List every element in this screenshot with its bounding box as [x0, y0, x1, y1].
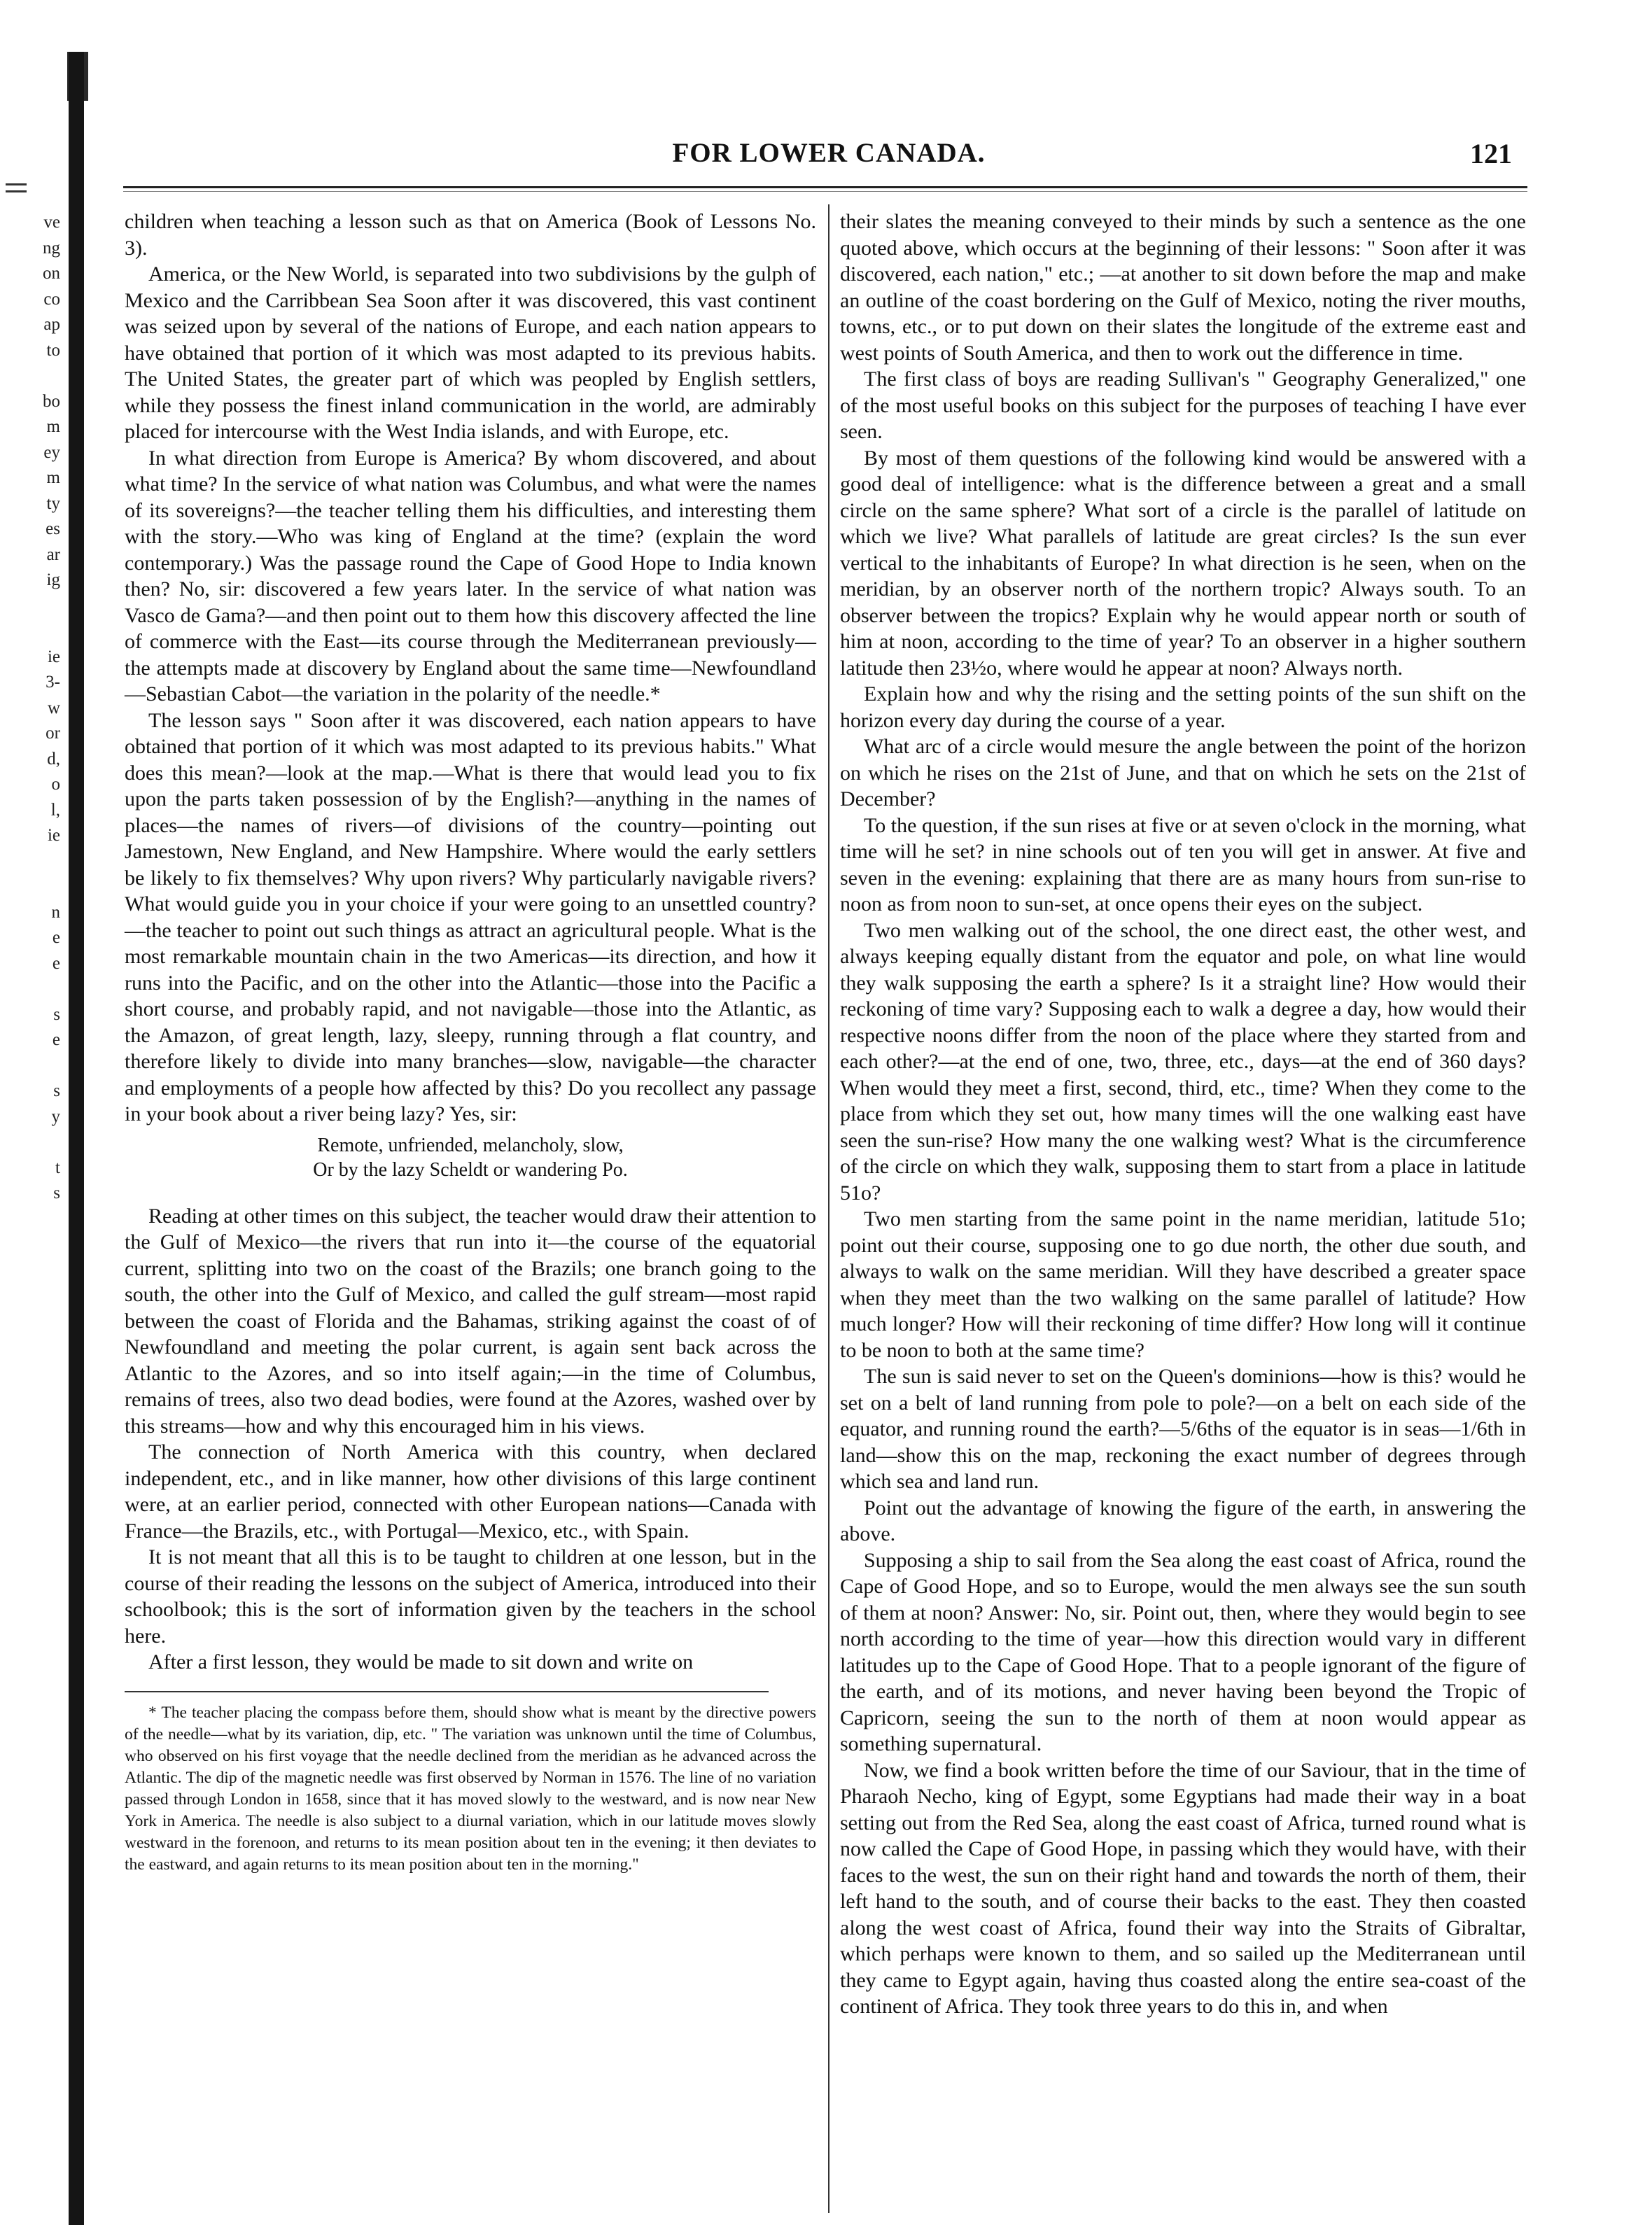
- margin-fragment: [0, 619, 60, 645]
- margin-fragment: m: [46, 468, 60, 487]
- margin-fragment: 3-: [46, 673, 60, 692]
- paragraph: What arc of a circle would mesure the angle between the point of the horizon on which he rises on the 21st of June, and that on which he sets on the 21st of December?: [840, 735, 1526, 810]
- margin-fragment: d,: [47, 749, 60, 768]
- paragraph: It is not meant that all this is to be taught to children at one lesson, but in the course of their reading the lessons on the subject of America, introduced into their schoolbook; this is the sort of information given by the teachers in the school here.: [125, 1545, 816, 1648]
- footnote-rule: [125, 1691, 769, 1692]
- margin-fragment: ie: [47, 647, 60, 666]
- margin-fragment: o: [51, 775, 60, 794]
- margin-fragment: [0, 976, 60, 1002]
- margin-fragment: [0, 1130, 60, 1156]
- paragraph: In what direction from Europe is America? By whom discovered, and about what time? In the service of what nation was Columbus, and what were the names of its sovereigns?—the teacher telling them his difficulties, and interesting them with the story.—Who was king of England at the time? (explain the word contemporary.) Was the passage round the Cape of Good Hope to India known then? No, sir: discovered a few years later. In the service of what nation was Vasco de Gama?—and then point out to them how this discovery affected the line of commerce with the East—its course through the Mediterranean previously—the attempts made at discovery by England about the same time—Newfoundland—Sebastian Cabot—the variation in the polarity of the needle.*: [125, 446, 816, 706]
- paragraph: The lesson says " Soon after it was discovered, each nation appears to have obtained that portion of it which was most adapted to its previous habits." What does this mean?—look at the map.—What is there that would lead you to fix upon the parts taken possession of by the English?—anything in the names of places—the names of rivers—of divisions of the country—pointing out Jamestown, New England, and New Hampshire. Where would the early settlers be likely to fix themselves? Why upon rivers? Why particularly navigable rivers? What would guide you in your choice if your were going to an unsettled country?—the teacher to point out such things as attract an agricultural people. What is the most remarkable mountain chain in the two Americas—its direction, and how it runs into the Pacific, and on the other into the Atlantic—those into the Pacific a short course, and probably rapid, and not navigable—those into the Atlantic, as the Amazon, of great length, lazy, sleepy, running through a flat country, and therefore likely to divide into many branches—slow, navigable—the character and employments of a people how affected by this? Do you recollect any passage in your book about a river being lazy? Yes, sir:: [125, 708, 816, 1125]
- paragraph: Reading at other times on this subject, the teacher would draw their attention to the Gulf of Mexico—the rivers that run into it—the course of the equatorial current, splitting into two on the coast of the Brazils; one branch going to the south, the other into the Gulf of Mexico, and called the gulf stream—most rapid between the coast of Florida and the Bahamas, striking against the coast of of Newfoundland and meeting the polar current, is again sent back across the Atlantic to the Azores, and so into itself again;—in the time of Columbus, remains of trees, also two dead bodies, were found at the Azores, washed over by this streams—how and why this encouraged him in his views.: [125, 1204, 816, 1438]
- header-rule: [123, 186, 1527, 188]
- margin-fragment: [0, 1232, 60, 1258]
- paragraph: To the question, if the sun rises at five or at seven o'clock in the morning, what time will he set? in nine schools out of ten you will get in answer. At five and seven in the evening: explaining that there are as many hours from sun-rise to noon as from noon to sun-set, at once opens their eyes on the subject.: [840, 813, 1526, 915]
- margin-fragment: n: [51, 902, 60, 922]
- margin-fragment: [0, 1207, 60, 1233]
- margin-fragment: [0, 1283, 60, 1309]
- paragraph: By most of them questions of the following kind would be answered with a good deal of intelligence: what is the difference between a great and a small circle on the same sphere? What sort of a circle is the parallel of latitude on which we live? What parallels of latitude are great circles? Is the sun ever vertical to the inhabitants of Europe? In what direction is he seen, when on the meridian, by an observer north of the northern tropic? Always south. To an observer between the tropics? Explain why he would appear north or south of him at noon, according to the time of year? To an observer in a higher southern latitude then 23½o, where would he appear at noon? Always north.: [840, 446, 1526, 680]
- margin-fragment: w: [47, 698, 60, 717]
- margin-fragment: [0, 594, 60, 619]
- margin-fragment: [0, 363, 60, 389]
- margin-mark: [6, 183, 27, 185]
- margin-fragment: to: [46, 340, 60, 360]
- paragraph: Explain how and why the rising and the setting points of the sun shift on the horizon every day during the course of a year.: [840, 682, 1526, 732]
- margin-fragment: es: [46, 519, 60, 538]
- paragraph: Now, we find a book written before the time of our Saviour, that in the time of Pharaoh Necho, king of Egypt, some Egyptians had made their way in a boat setting out from the Red Sea, along the east coast of Africa, turned round what is now called the Cape of Good Hope, in passing which they would have, with their faces to the west, the sun on their right hand and towards the north of them, their left hand to the south, and of course their backs to the east. They then coasted along the west coast of Africa, found their way into the Straits of Gibraltar, which perhaps were known to them, and so sailed up the Mediterranean until they came to Egypt again, having thus coasted along the entire sea-coast of the continent of Africa. They took three years to do this in, and when: [840, 1758, 1526, 2018]
- margin-fragment: on: [43, 264, 60, 283]
- margin-fragment: y: [51, 1107, 60, 1126]
- margin-fragment: ty: [46, 493, 60, 513]
- margin-fragment: [0, 874, 60, 900]
- margin-fragment: [0, 1053, 60, 1079]
- margin-fragment: [0, 1258, 60, 1284]
- running-head: [0, 137, 1652, 176]
- paragraph: their slates the meaning conveyed to their minds by such a sentence as the one quoted above, which occurs at the beginning of their lessons: " Soon after it was discovered, each nation," etc.; —at another to sit down before the map and make an outline of the coast bordering on the Gulf of Mexico, noting the river mouths, towns, etc., or to put down on their slates the longitude of the extreme east and west points of South America, and then to work out the difference in time.: [840, 210, 1526, 365]
- margin-fragment: ng: [43, 238, 60, 258]
- paragraph: America, or the New World, is separated into two subdivisions by the gulph of Mexico and the Carribbean Sea Soon after it was discovered, this vast continent was seized upon by several of the nations of Europe, and each nation appears to have obtained that portion of it which was most adapted to its previous habits. The United States, the greater part of which was peopled by English settlers, while they possess the finest inland communication in the world, are admirably placed for intercourse with the West India islands, and with Europe, etc.: [125, 262, 816, 443]
- verse-line: Remote, unfriended, melancholy, slow,: [317, 1134, 624, 1156]
- margin-fragment: e: [52, 1030, 60, 1049]
- footnote: * The teacher placing the compass before them, should show what is meant by the directive powers of the needle—what by its variation, dip, etc. " The variation was unknown until the time of Columbus, who observed on his first voyage that the needle declined from the meridian as he advanced across the Atlantic. The dip of the magnetic needle was first observed by Norman in 1576. The line of no variation passed through London in 1658, since that it has moved slowly to the westward, and is now near New York in America. The needle is also subject to a diurnal variation, which in our latitude moves slowly westward in the forenoon, and returns to its mean position about ten in the evening; it then deviates to the eastward, and again returns to its mean position about ten in the morning.": [125, 1703, 816, 1874]
- page-title: FOR LOWER CANADA.: [672, 138, 986, 168]
- paragraph: Point out the advantage of knowing the figure of the earth, in answering the above.: [840, 1496, 1526, 1545]
- paragraph: children when teaching a lesson such as that on America (Book of Lessons No. 3).: [125, 210, 816, 260]
- margin-fragment: ve: [43, 213, 60, 232]
- right-column: [840, 209, 1526, 2020]
- margin-fragment: s: [53, 1004, 60, 1024]
- paragraph: The connection of North America with this country, when declared independent, etc., and in like manner, how other divisions of this large continent were, at an earlier period, connected with other European nations—Canada with France—the Brazils, etc., with Portugal—Mexico, etc., with Spain.: [125, 1440, 816, 1543]
- paragraph: Supposing a ship to sail from the Sea along the east coast of Africa, round the Cape of Good Hope, and so to Europe, would the men always see the sun south of them at noon? Answer: No, sir. Point out, then, where they would begin to see north according to the time of year—how this direction would vary in different latitudes up to the Cape of Good Hope. That to a people ignorant of the figure of the earth, and of its motions, and never having been beyond the Tropic of Capricorn, seeing the sun to the north of them at noon would appear as something supernatural.: [840, 1548, 1526, 1755]
- margin-fragment: s: [53, 1081, 60, 1100]
- margin-fragment: e: [52, 928, 60, 947]
- margin-fragment: s: [53, 1184, 60, 1202]
- margin-fragment: ig: [46, 570, 60, 589]
- margin-fragment: t: [55, 1158, 60, 1177]
- margin-fragment: [0, 1309, 60, 1335]
- left-column: [125, 209, 816, 1876]
- verse-line: Or by the lazy Scheldt or wandering Po.: [313, 1158, 628, 1181]
- margin-fragment: [0, 849, 60, 875]
- margin-fragment: bo: [43, 391, 60, 411]
- page-number: 121: [1470, 138, 1512, 169]
- paragraph: Two men starting from the same point in the name meridian, latitude 51o; point out their course, supposing one to go due north, the other due south, and always to walk on the same meridian. Will they have described a greater space when they meet than the two walking on the same parallel of latitude? How much longer? How will their reckoning of time differ? How long will it continue to be noon to both at the same time?: [840, 1207, 1526, 1362]
- binding-gutter: [69, 52, 84, 2225]
- margin-fragment: l,: [50, 800, 60, 820]
- margin-fragment: e: [52, 953, 60, 973]
- margin-fragment: ey: [43, 442, 60, 462]
- column-divider: [828, 204, 830, 2213]
- header-rule-thin: [123, 191, 1527, 192]
- margin-fragment: ap: [43, 315, 60, 334]
- margin-fragment: ar: [46, 545, 60, 564]
- paragraph: After a first lesson, they would be made to sit down and write on: [148, 1650, 694, 1673]
- paragraph: Two men walking out of the school, the one direct east, the other west, and always keeping equally distant from the equator and pole, on what line would they walk supposing the earth a sphere? Is it a straight line? How would their reckoning of time vary? Supposing each to walk a degree a day, how would their respective noons differ from the noon of the place where they started from and each other?—at the end of one, two, three, etc., days—at the end of 360 days? When would they meet a first, second, third, etc., time? When they come to the place from which they set out, how many times will the one walking east have seen the sun-rise? How many the one walking west? What is the circumference of the circle on which they walk, supposing them to start from a place in latitude 51o?: [840, 918, 1526, 1205]
- margin-fragment: ie: [47, 826, 60, 845]
- previous-page-margin-fragments: [0, 210, 60, 1334]
- paragraph: The first class of boys are reading Sullivan's " Geography Generalized," one of the most useful books on this subject for the purposes of teaching I have ever seen.: [840, 367, 1526, 443]
- margin-fragment: m: [46, 417, 60, 436]
- margin-fragment: co: [43, 289, 60, 309]
- margin-fragment: or: [46, 724, 60, 743]
- paragraph: The sun is said never to set on the Queen's dominions—how is this? would he set on a belt of land running from pole to pole?—on a belt on each side of the equator, and running round the earth?—5/6ths of the equator is in seas—1/6th in land—show this on the map, reckoning the exact number of degrees through which sea and land run.: [840, 1365, 1526, 1493]
- margin-mark: [6, 190, 27, 192]
- verse-quote: [125, 1133, 816, 1182]
